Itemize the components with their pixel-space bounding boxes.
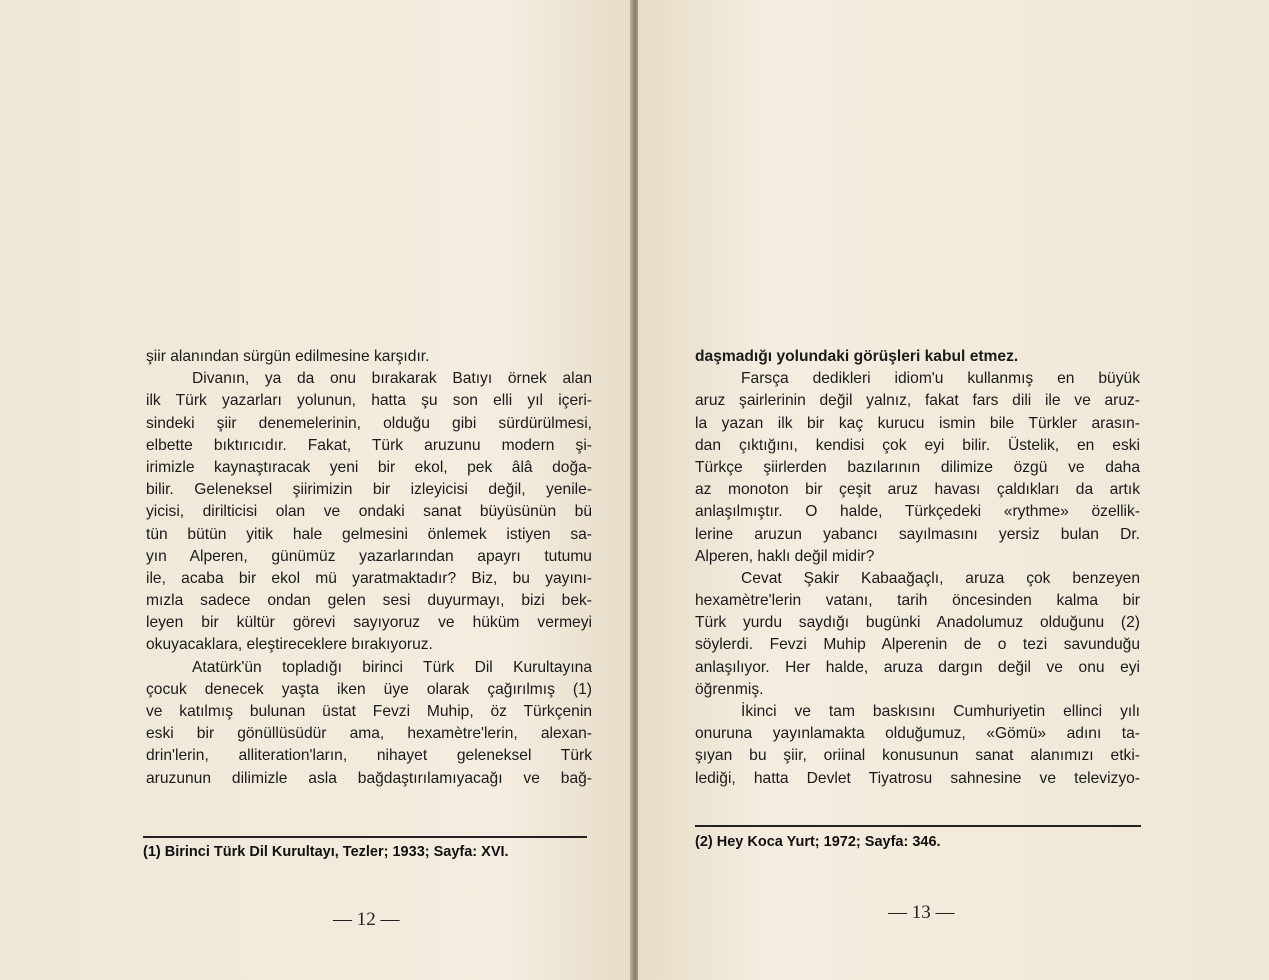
text-line: daşmadığı yolundaki görüşleri kabul etmez. [695, 348, 1019, 365]
text-line: öğrenmiş. [695, 680, 764, 698]
text-line: hexamètre'lerin vatanı, tarih öncesinden kalma bir [695, 592, 1140, 610]
text-line: İkinci ve tam baskısını Cumhuriyetin ellinci yılı [741, 703, 1140, 720]
text-line: elbette bıktırıcıdır. Fakat, Türk aruzunu modern şi- [146, 436, 592, 454]
text-line: sindeki şiir denemelerinin, olduğu gibi sürdürülmesi, [146, 414, 592, 432]
text-line: şiir alanından sürgün edilmesine karşıdır. [146, 348, 430, 365]
right-footnote: (2) Hey Koca Yurt; 1972; Sayfa: 346. [695, 834, 941, 850]
text-line: lerine aruzun yabancı sayılmasını yersiz bulan Dr. [695, 525, 1140, 543]
text-line: ilk Türk yazarları yolunun, hatta şu son elli yıl içeri- [146, 392, 592, 410]
left-page-number: — 12 — [333, 909, 400, 930]
text-line: anlaşılıyor. Her halde, aruza dargın değil ve onu eyi [695, 658, 1140, 676]
left-page [0, 0, 632, 980]
text-line: çocuk denecek yaşta iken üye olarak çağırılmış (1) [146, 680, 592, 698]
text-line: irimizle kaynaştıracak yeni bir ekol, pek âlâ doğa- [146, 458, 592, 476]
text-line: Divanın, ya da onu bırakarak Batıyı örnek alan [192, 370, 592, 388]
right-page [638, 0, 1269, 980]
text-line: dan çıktığını, kendisi çok eyi bilir. Üstelik, en eski [695, 436, 1140, 454]
text-line: aruz şairlerinin değil yalnız, fakat fars dili ile ve aruz- [695, 392, 1140, 410]
text-line: söylerdi. Fevzi Muhip Alperenin de o tezi savunduğu [695, 636, 1140, 654]
text-line: tün bütün yitik hale gelmesini önlemek istiyen sa- [146, 525, 592, 543]
text-line: ve katılmış bulunan üstat Fevzi Muhip, öz Türkçenin [146, 703, 592, 720]
text-line: onuruna yayınlamakta olduğumuz, «Gömü» adını ta- [695, 725, 1140, 743]
text-line: yicisi, dirilticisi olan ve ondaki sanat büyüsünün bü [146, 503, 592, 521]
text-line: aruzunun dilimizle asla bağdaştırılamıyacağı ve bağ- [146, 769, 592, 787]
text-line: okuyacaklara, eleştireceklere bırakıyoruz. [146, 636, 433, 654]
text-line: la yazan ilk bir kaç kurucu ismin bile Türkler arasın- [695, 414, 1140, 432]
text-line: drin'lerin, alliteration'ların, nihayet geleneksel Türk [146, 747, 592, 765]
text-line: ile, acaba bir ekol mü yaratmaktadır? Biz, bu yayını- [146, 569, 592, 587]
text-line: Cevat Şakir Kabaağaçlı, aruza çok benzeyen [741, 569, 1140, 587]
text-line: eski bir gönüllüsüdür ama, hexamètre'lerin, alexan- [146, 725, 592, 743]
right-footnote-rule [695, 825, 1141, 827]
left-footnote-rule [143, 836, 587, 838]
text-line: leyen bir kültür görevi sayıyoruz ve hüküm vermeyi [146, 614, 592, 632]
text-line: Atatürk'ün topladığı birinci Türk Dil Kurultayına [192, 658, 592, 676]
text-line: anlaşılmıştır. O halde, Türkçedeki «rythme» özellik- [695, 503, 1140, 521]
text-line: az monoton bir çeşit aruz havası çaldıkları da artık [695, 481, 1140, 499]
text-line: Türkçe şiirlerden bazılarının dilimize özgü ve daha [695, 458, 1140, 476]
text-line: mızla sadece ondan gelen sesi duyurmayı, bizi bek- [146, 592, 592, 610]
text-line: lediği, hatta Devlet Tiyatrosu sahnesine ve televizyo- [695, 769, 1140, 787]
text-line: Alperen, haklı değil midir? [695, 547, 875, 565]
right-page-number: — 13 — [888, 902, 955, 923]
text-line: yın Alperen, günümüz yazarlarından apayrı tutumu [146, 547, 592, 565]
left-body-text [146, 346, 592, 790]
text-line: Farsça dedikleri idiom'u kullanmış en büyük [741, 370, 1140, 388]
text-line: şıyan bu şiir, oriinal konusunun sanat alanımızı etki- [695, 747, 1140, 765]
text-line: Türk yurdu saydığı bugünki Anadolumuz olduğunu (2) [695, 614, 1140, 632]
right-body-text [695, 346, 1140, 790]
text-line: bilir. Geleneksel şiirimizin bir izleyicisi değil, yenile- [146, 481, 592, 499]
left-footnote: (1) Birinci Türk Dil Kurultayı, Tezler; 1933; Sayfa: XVI. [143, 844, 509, 860]
